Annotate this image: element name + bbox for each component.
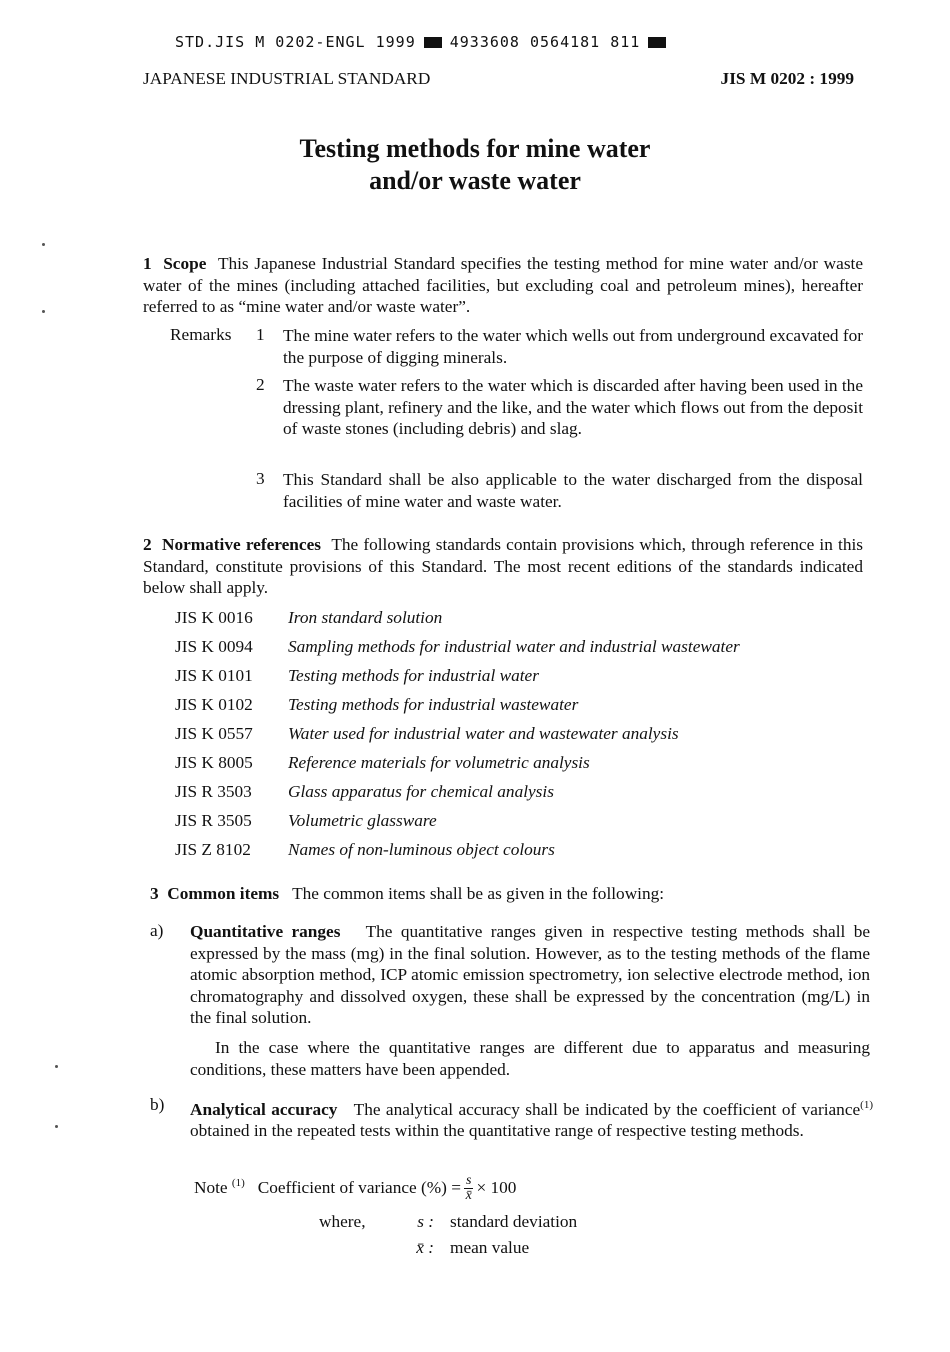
reference-code: JIS K 0557 — [175, 724, 253, 743]
numerator: s — [465, 1173, 472, 1189]
section-number: 1 — [143, 254, 152, 273]
reference-title: Water used for industrial water and wastewater analysis — [288, 724, 679, 743]
item-label: a) — [150, 921, 164, 940]
barcode-number: 4933608 0564181 811 — [449, 33, 641, 51]
reference-item — [175, 753, 740, 782]
fraction — [464, 1174, 473, 1203]
reference-title: Reference materials for volumetric analysis — [288, 753, 590, 772]
section-normative-references — [143, 534, 863, 599]
reference-item — [175, 695, 740, 724]
document-code-line — [175, 33, 674, 51]
item-analytical-accuracy — [190, 1095, 873, 1142]
reference-item — [175, 840, 740, 869]
reference-title: Sampling methods for industrial water and industrial wastewater — [288, 637, 740, 656]
scan-speck — [55, 1125, 58, 1128]
section-number: 2 — [143, 535, 152, 554]
section-common-items — [150, 884, 664, 904]
reference-title: Volumetric glassware — [288, 811, 437, 830]
note-label: Note — [194, 1177, 228, 1197]
reference-item — [175, 608, 740, 637]
definition: mean value — [450, 1238, 530, 1257]
item-text: In the case where the quantitative ranges are different due to apparatus and measuring conditions, these matters have been appended. — [190, 1038, 870, 1079]
denominator: x̄ — [465, 1188, 472, 1204]
item-text: The analytical accuracy shall be indicated by the coefficient of variance — [353, 1099, 861, 1119]
where-label: where, — [319, 1212, 366, 1231]
item-heading: Analytical accuracy — [190, 1099, 338, 1119]
reference-item — [175, 724, 740, 753]
section-text: This Japanese Industrial Standard specifies the testing method for mine water and/or waste water of the mines (including attached facilities, but excluding coal and petroleum mines), hereafter referred to as “mine water and/or waste water”. — [143, 254, 864, 317]
reference-title: Testing methods for industrial wastewater — [288, 695, 579, 714]
symbol: s : — [417, 1212, 434, 1231]
remark-number: 2 — [256, 375, 265, 394]
symbol: x̄ : — [416, 1238, 434, 1257]
section-heading: Normative references — [161, 535, 321, 554]
reference-item — [175, 811, 740, 840]
section-text: The following standards contain provisions which, through reference in this Standard, constitute provisions of this Standard. The most recent editions of the standards indicated below shall apply. — [143, 535, 863, 598]
scan-speck — [42, 310, 45, 313]
remark-text: The waste water refers to the water which is discarded after having been used in the dressing plant, refinery and the like, and the water which flows out from the deposit of waste stones (including debris) and slag. — [283, 376, 863, 439]
remarks-label: Remarks — [170, 325, 232, 344]
section-heading: Common items — [167, 884, 280, 903]
document-code: STD.JIS M 0202-ENGL 1999 — [175, 33, 416, 51]
header-org: JAPANESE INDUSTRIAL STANDARD — [143, 69, 431, 88]
remark-number: 1 — [256, 325, 265, 344]
page-title-line2: and/or waste water — [369, 166, 581, 195]
remark-text: The mine water refers to the water which wells out from underground excavated for the purpose of digging minerals. — [283, 326, 863, 367]
page-title-line1: Testing methods for mine water — [299, 134, 651, 163]
section-scope — [143, 253, 863, 318]
reference-title: Glass apparatus for chemical analysis — [288, 782, 554, 801]
reference-item — [175, 637, 740, 666]
section-number: 3 — [150, 884, 159, 903]
multiplier: × 100 — [476, 1177, 517, 1197]
redaction-block — [424, 37, 442, 48]
header-standard-number: JIS M 0202 : 1999 — [720, 69, 854, 88]
reference-code: JIS K 0101 — [175, 666, 253, 685]
item-text: obtained in the repeated tests within the quantitative range of respective testing methods. — [190, 1121, 804, 1141]
reference-code: JIS R 3505 — [175, 811, 252, 830]
remark-text: This Standard shall be also applicable to the water discharged from the disposal facilities of mine water and waste water. — [283, 470, 863, 511]
scan-speck — [42, 243, 45, 246]
redaction-block — [648, 37, 666, 48]
formula-label: Coefficient of variance (%) = — [257, 1177, 461, 1197]
reference-item — [175, 782, 740, 811]
footnote-ref: (1) — [860, 1099, 873, 1111]
reference-item — [175, 666, 740, 695]
section-text: The common items shall be as given in the following: — [292, 884, 665, 903]
reference-code: JIS K 8005 — [175, 753, 253, 772]
reference-code: JIS K 0094 — [175, 637, 253, 656]
definition: standard deviation — [450, 1212, 578, 1231]
reference-title: Iron standard solution — [288, 608, 443, 627]
reference-code: JIS Z 8102 — [175, 840, 251, 859]
remark-number: 3 — [256, 469, 265, 488]
item-quantitative-ranges — [190, 921, 870, 1029]
reference-list — [175, 608, 740, 869]
note — [194, 1165, 516, 1206]
reference-code: JIS K 0102 — [175, 695, 253, 714]
section-heading: Scope — [163, 254, 207, 273]
reference-code: JIS K 0016 — [175, 608, 253, 627]
scan-speck — [55, 1065, 58, 1068]
item-heading: Quantitative ranges — [190, 922, 341, 941]
item-text: The quantitative ranges given in respective testing methods shall be expressed by the mass (mg) in the final solution. However, as to the testing methods of the flame atomic absorption method, ICP atomic emission spectrometry, ion selective electrode method, ion chromatography and dissolved oxygen, these shall be expressed by the concentration (mg/L) in the final solution. — [190, 922, 871, 1028]
reference-title: Testing methods for industrial water — [288, 666, 539, 685]
footnote-mark: (1) — [231, 1177, 245, 1189]
reference-code: JIS R 3503 — [175, 782, 252, 801]
item-label: b) — [150, 1095, 165, 1114]
reference-title: Names of non-luminous object colours — [288, 840, 555, 859]
